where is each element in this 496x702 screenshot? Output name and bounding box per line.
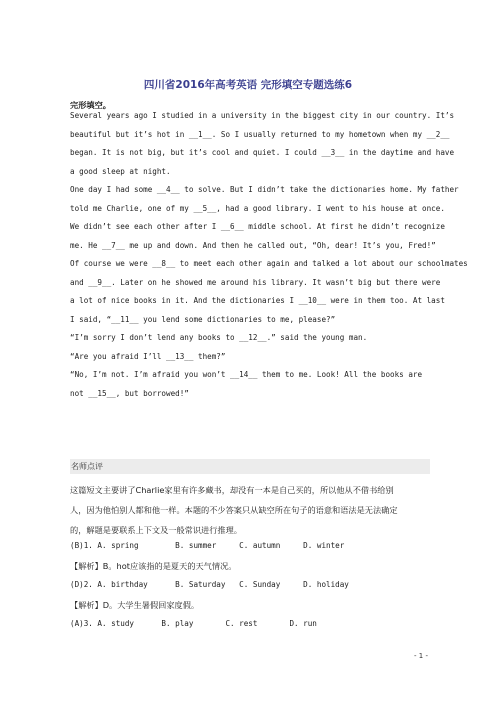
section-label: 名师点评	[71, 462, 103, 471]
passage-line: began. It is not big, but it’s cool and quiet. I could __3__ in the daytime and have	[70, 148, 455, 157]
passage-line: Several years ago I studied in a university in the biggest city in our country. It’s	[70, 111, 455, 120]
question-options: (B)1. A. spring B. summer C. autumn D. winter	[70, 541, 345, 550]
passage-line: and __9__. Later on he showed me around his library. It wasn’t big but there were	[70, 277, 441, 287]
question-analysis: 【解析】B。hot应该指的是夏天的天气情况。	[70, 561, 237, 571]
passage	[70, 107, 468, 403]
question-analysis: 【解析】D。大学生暑假回家度假。	[70, 600, 200, 610]
passage-line: One day I had some __4__ to solve. But I didn’t take the dictionaries home. My father	[70, 185, 459, 194]
passage-line: “Are you afraid I’ll __13__ them?”	[70, 351, 226, 361]
passage-line: a lot of nice books in it. And the dictionaries I __10__ were in them too. At last	[70, 296, 445, 305]
passage-line: I said, “__11__ you lend some dictionaries to me, please?”	[70, 314, 336, 324]
explanation-line: 人，因为他怕别人都和他一样。本题的不少答案只从缺空所在句子的语意和语法是无法确定	[70, 505, 398, 515]
passage-line: told me Charlie, one of my __5__, had a good library. I went to his house at once.	[70, 203, 445, 213]
question-options: (D)2. A. birthday B. Saturday C. Sunday D. holiday	[70, 580, 349, 589]
passage-line: not __15__, but borrowed!”	[70, 388, 189, 398]
passage-line: We didn’t see each other after I __6__ middle school. At first he didn’t recognize	[70, 222, 445, 231]
question-options: (A)3. A. study B. play C. rest D. run	[70, 619, 317, 628]
passage-line: a good sleep at night.	[70, 166, 171, 176]
section-heading: 完形填空。	[70, 100, 111, 110]
passage-line: “I’m sorry I don’t lend any books to __12__.” said the young man.	[70, 333, 368, 342]
passage-line: me. He __7__ me up and down. And then he called out, “Oh, dear! It’s you, Fred!”	[70, 240, 436, 250]
section-label-bar	[70, 459, 430, 474]
explanation-line: 的，解题是要联系上下文及一般常识进行推理。	[70, 525, 242, 535]
passage-line: Of course we were __8__ to meet each other again and talked a lot about our schoolmates	[70, 259, 468, 268]
explanation	[70, 480, 430, 540]
page-number: - 1 -	[414, 652, 428, 660]
page-title: 四川省2016年高考英语 完形填空专题选练6	[143, 79, 353, 91]
explanation-line: 这篇短文主要讲了Charlie家里有许多藏书，却没有一本是自己买的，所以他从不借书给别	[70, 485, 394, 495]
passage-line: beautiful but it’s hot in __1__. So I usually returned to my hometown when my __2__	[70, 129, 450, 139]
passage-line: “No, I’m not. I’m afraid you won’t __14__ them to me. Look! All the books are	[70, 370, 423, 379]
